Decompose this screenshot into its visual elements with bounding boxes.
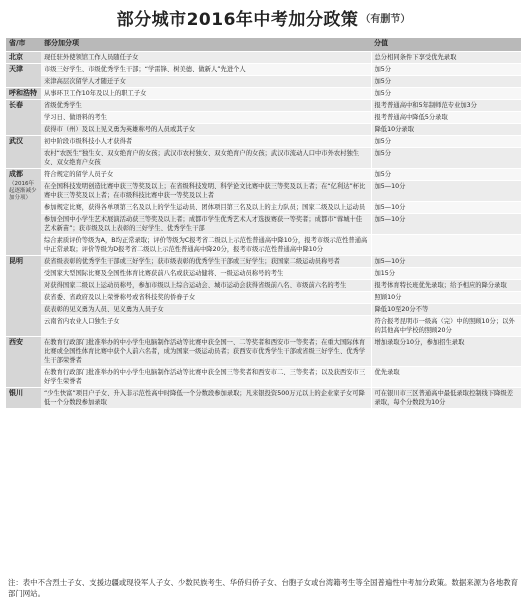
table-row — [6, 100, 521, 112]
city-name: 北京 — [9, 53, 23, 61]
table-row — [6, 64, 521, 76]
header-city: 省/市 — [6, 38, 41, 52]
city-cell — [6, 100, 41, 136]
table-row — [6, 280, 521, 292]
score-cell: 可在银川市三区普通高中最低录取控制线下降级差录取，每个分数段为10分 — [371, 388, 521, 409]
table-row — [6, 214, 521, 235]
table-row — [6, 52, 521, 64]
city-name: 昆明 — [9, 257, 23, 265]
table-body — [6, 52, 521, 409]
bonus-item-cell: 在教育行政部门批准举办的中小学生电脑制作活动等比赛中获全国一、二等奖者和西安市一等奖者；在重大国际体育比赛或全国性体育比赛中获个人前六名者，成为国家一级运动员者；获西安市优秀学生干部或省级三好学生、优秀学生干部荣誉者 — [41, 337, 371, 367]
score-cell: 优先录取 — [371, 367, 521, 388]
bonus-item-cell: 初中阶段市级科技小人才获得者 — [41, 136, 371, 148]
city-cell — [6, 256, 41, 337]
score-cell: 报考体育特长班优先录取；给予相应的降分录取 — [371, 280, 521, 292]
bonus-item-cell: “少生快富”项目户子女、升入非示范性高中时降低一个分数段参加录取；凡来银投资500万元以上的企业家子女可降低一个分数段参加录取 — [41, 388, 371, 409]
bonus-item-cell: 对获得国家二级以上运动员称号，参加市级以上综合运动会、城市运动会获得省级前八名、市级前六名的考生 — [41, 280, 371, 292]
table-row — [6, 304, 521, 316]
table-row — [6, 316, 521, 337]
score-cell: 照顾10分 — [371, 292, 521, 304]
document-title-bar — [0, 0, 527, 34]
city-name: 成都 — [9, 170, 23, 178]
bonus-item-cell: 来津高层次留学人才随迁子女 — [41, 76, 371, 88]
bonus-item-cell: 参加全国中小学生艺术展演活动获三等奖及以上者；成都市学生优秀艺术人才选拔赛获一等奖者；成都市“蓉城十佳艺术新苗”；获市级及以上表彰的三好学生、优秀学生干部 — [41, 214, 371, 235]
score-cell: 总分相同条件下享受优先录取 — [371, 52, 521, 64]
bonus-item-cell: 符合规定的留学人员子女 — [41, 169, 371, 181]
bonus-item-cell: 农村“农医生”独生女、双女绝育户的女孩；武汉市农村独女、双女绝育户的女孩；武汉市流动人口中市外农村独生女、双女绝育户女孩 — [41, 148, 371, 169]
score-cell: 加5—10分 — [371, 256, 521, 268]
score-cell: 报考普通高中降低5分录取 — [371, 112, 521, 124]
city-name: 武汉 — [9, 137, 23, 145]
bonus-item-cell: 综合素质评价等级为A，B均正常录取；评价等级为C报考省二级以上示范性普通高中降10分，报考市级示范性普通高中正常录取；评价等级为D报考省二级以上示范性普通高中降20分，报考市级示范性普通高中降10分 — [41, 235, 371, 256]
table-row — [6, 169, 521, 181]
bonus-item-cell: 获省委、省政府及以上荣誉称号或省科技奖的侨眷子女 — [41, 292, 371, 304]
score-cell: 加5分 — [371, 136, 521, 148]
table-row — [6, 235, 521, 256]
score-cell: 加5分 — [371, 64, 521, 76]
score-cell: 加5分 — [371, 169, 521, 181]
document-subtitle: （有删节） — [360, 13, 411, 25]
table-row — [6, 124, 521, 136]
table-row — [6, 337, 521, 367]
table-row — [6, 268, 521, 280]
document-title: 部分城市2016年中考加分政策 — [116, 9, 359, 30]
score-cell: 加5分 — [371, 148, 521, 169]
city-name: 呼和浩特 — [9, 89, 37, 97]
bonus-item-cell: 获省级表彰的优秀学生干部或三好学生；获市级表彰的优秀学生干部或三好学生；获国家二级运动员称号者 — [41, 256, 371, 268]
score-cell: 加5—10分 — [371, 181, 521, 202]
city-cell — [6, 136, 41, 169]
city-name: 天津 — [9, 65, 23, 73]
table-header-row — [6, 38, 521, 52]
bonus-item-cell: 获表彰的见义勇为人员、见义勇为人员子女 — [41, 304, 371, 316]
table-row — [6, 388, 521, 409]
bonus-item-cell: 受国家大型国际比赛及全国性体育比赛获前八名或获运动健将、一级运动员称号的考生 — [41, 268, 371, 280]
table-row — [6, 181, 521, 202]
bonus-item-cell: 省级优秀学生 — [41, 100, 371, 112]
score-cell: 加5分 — [371, 88, 521, 100]
table-row — [6, 76, 521, 88]
city-cell — [6, 64, 41, 88]
header-item: 部分加分项 — [41, 38, 371, 52]
score-cell: 增加录取分10分，参加招生录取 — [371, 337, 521, 367]
header-score: 分值 — [371, 38, 521, 52]
city-name: 长春 — [9, 101, 23, 109]
score-cell: 降低10至20分不等 — [371, 304, 521, 316]
score-cell: 加5分 — [371, 76, 521, 88]
bonus-item-cell: 在教育行政部门批准举办的中小学生电脑制作活动等比赛中获全国三等奖者和西安市二、三等奖者；以及获西安市三好学生荣誉者 — [41, 367, 371, 388]
score-cell: 降低10分录取 — [371, 124, 521, 136]
bonus-item-cell: 参加规定比赛，获得各单项第三名及以上的学生运动员、团体项目第三名及以上的主力队员；国家二级及以上运动员 — [41, 202, 371, 214]
bonus-item-cell: 市级三好学生、市级优秀学生干部；“学雷锋、树美德、做新人”先进个人 — [41, 64, 371, 76]
footnote: 注：表中不含烈士子女、支援边疆或现役军人子女、少数民族考生、华侨归侨子女、台胞子女或台湾籍考生等全国普遍性中考加分政策。数据来源为各地教育部门网站。 — [8, 578, 518, 598]
city-name: 银川 — [9, 389, 23, 397]
table-row — [6, 202, 521, 214]
score-cell: 加5—10分 — [371, 202, 521, 214]
bonus-item-cell: 在全国科技发明创造比赛中获三等奖及以上；在省级科技发明、科学论文比赛中获三等奖及以上者；在“亿利达”杯比赛中获三等奖及以上者；在市级科技比赛中获一等奖及以上者 — [41, 181, 371, 202]
city-cell — [6, 388, 41, 409]
score-cell: 符合报考昆明市一级高（完）中的照顾10分；以外的其他高中学校的照顾20分 — [371, 316, 521, 337]
bonus-item-cell: 获得市（州）及以上见义勇为英雄称号的人员或其子女 — [41, 124, 371, 136]
city-note: （2016年起逐渐减少加分项） — [9, 181, 37, 201]
table-row — [6, 367, 521, 388]
table-row — [6, 88, 521, 100]
table-row — [6, 136, 521, 148]
city-cell — [6, 88, 41, 100]
bonus-item-cell: 学习日、做语料的考生 — [41, 112, 371, 124]
city-cell — [6, 52, 41, 64]
score-cell — [371, 235, 521, 256]
table-row — [6, 292, 521, 304]
table-row — [6, 112, 521, 124]
score-cell: 加15分 — [371, 268, 521, 280]
score-cell: 加5—10分 — [371, 214, 521, 235]
city-cell — [6, 169, 41, 256]
city-name: 西安 — [9, 338, 23, 346]
policy-table — [6, 38, 521, 409]
table-row — [6, 148, 521, 169]
city-cell — [6, 337, 41, 388]
bonus-item-cell: 云南省内农业人口独生子女 — [41, 316, 371, 337]
bonus-item-cell: 从事环卫工作10年及以上的职工子女 — [41, 88, 371, 100]
table-row — [6, 256, 521, 268]
bonus-item-cell: 现任驻外使领馆工作人员随任子女 — [41, 52, 371, 64]
score-cell: 报考普通高中和5年制师范专业加3分 — [371, 100, 521, 112]
